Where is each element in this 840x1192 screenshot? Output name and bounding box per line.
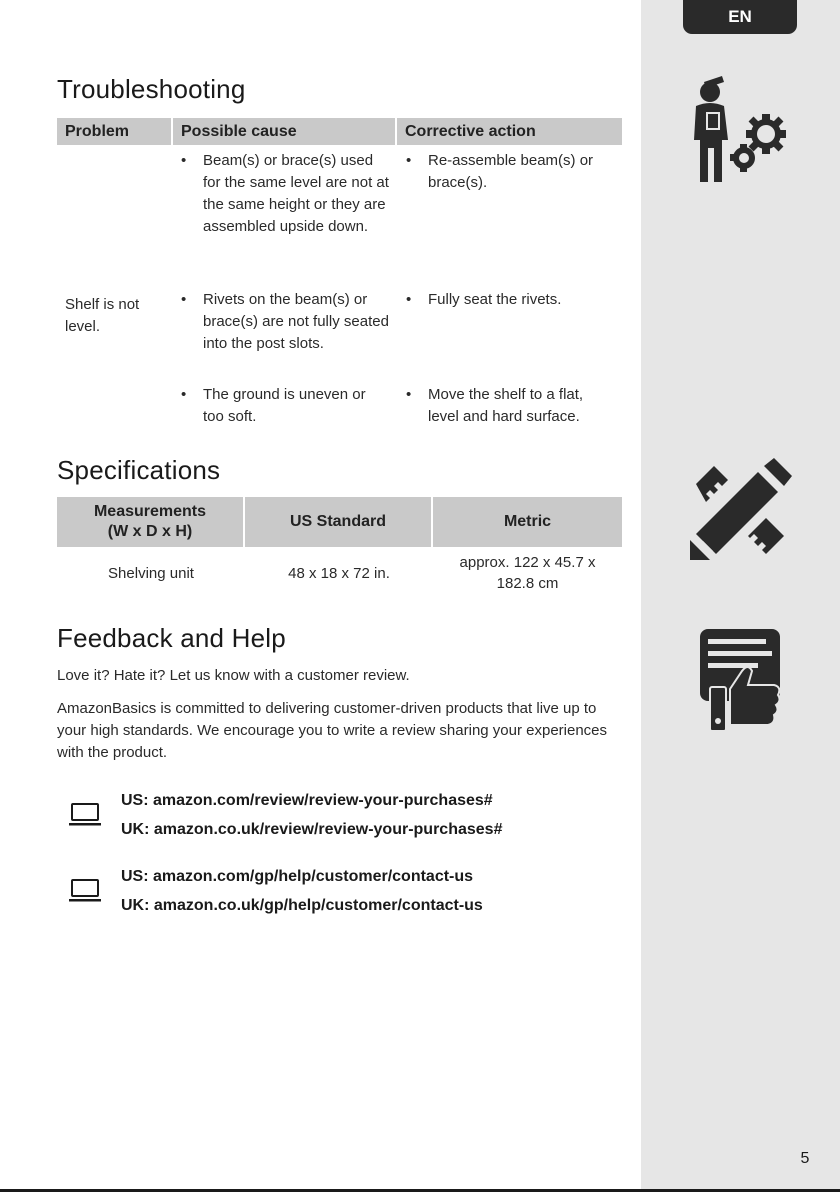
cause-item	[175, 289, 397, 355]
spec-us-value: 48 x 18 x 72 in.	[288, 564, 390, 582]
specifications-row	[57, 547, 622, 599]
contact-link-uk[interactable]: UK: amazon.co.uk/gp/help/customer/contact-us	[121, 897, 483, 914]
page-number: 5	[800, 1150, 810, 1167]
troubleshooting-table	[57, 118, 622, 445]
action-item	[400, 150, 622, 194]
feedback-intro: Love it? Hate it? Let us know with a customer review.	[57, 667, 410, 684]
review-thumbs-up-icon	[698, 627, 782, 731]
header-problem: Problem	[57, 118, 173, 145]
action-item	[400, 384, 622, 428]
problem-cell: Shelf is not level.	[65, 296, 140, 335]
contact-link-us[interactable]: US: amazon.com/gp/help/customer/contact-us	[121, 868, 474, 885]
cause-text: The ground is uneven or too soft.	[203, 386, 366, 425]
specifications-table-header	[57, 497, 622, 547]
person-with-gears-icon	[688, 76, 792, 184]
header-possible-cause: Possible cause	[173, 118, 397, 145]
review-link-us[interactable]: US: amazon.com/review/review-your-purchases#	[121, 792, 493, 809]
spec-metric-value: approx. 122 x 45.7 x 182.8 cm	[459, 554, 596, 592]
header-metric: Metric	[503, 513, 552, 530]
action-text: Fully seat the rivets.	[428, 291, 562, 308]
cause-item	[175, 150, 397, 238]
troubleshooting-table-body	[57, 145, 622, 445]
troubleshooting-title: Troubleshooting	[57, 74, 246, 104]
cause-text: Beam(s) or brace(s) used for the same level are not at the same height or they are assembled upside down.	[203, 152, 389, 235]
laptop-icon	[68, 878, 102, 904]
bullet: •	[406, 152, 412, 169]
cause-text: Rivets on the beam(s) or brace(s) are not fully seated into the post slots.	[203, 291, 389, 352]
bullet: •	[406, 386, 412, 403]
review-links	[57, 790, 617, 850]
spec-item: Shelving unit	[108, 564, 194, 582]
ruler-pencil-icon	[688, 458, 792, 562]
bullet: •	[181, 291, 187, 308]
cause-item	[175, 384, 397, 428]
troubleshooting-table-header	[57, 118, 622, 145]
laptop-icon	[68, 802, 102, 828]
action-item	[400, 289, 622, 311]
action-text: Re-assemble beam(s) or brace(s).	[428, 152, 594, 191]
language-badge: EN	[683, 0, 797, 34]
feedback-title: Feedback and Help	[57, 623, 286, 653]
header-us-standard: US Standard	[245, 497, 433, 547]
bullet: •	[406, 291, 412, 308]
specifications-table	[57, 497, 622, 599]
review-link-uk[interactable]: UK: amazon.co.uk/review/review-your-purchases#	[121, 821, 503, 838]
bullet: •	[181, 386, 187, 403]
bullet: •	[181, 152, 187, 169]
action-text: Move the shelf to a flat, level and hard surface.	[428, 386, 584, 425]
header-measurements: Measurements (W x D x H)	[57, 497, 245, 547]
contact-links	[57, 866, 617, 926]
header-corrective-action: Corrective action	[405, 123, 536, 140]
feedback-body: AmazonBasics is committed to delivering customer-driven products that live up to your high standards. We encourage you to write a review sharing your experiences with the product.	[57, 700, 608, 761]
specifications-title: Specifications	[57, 455, 221, 485]
